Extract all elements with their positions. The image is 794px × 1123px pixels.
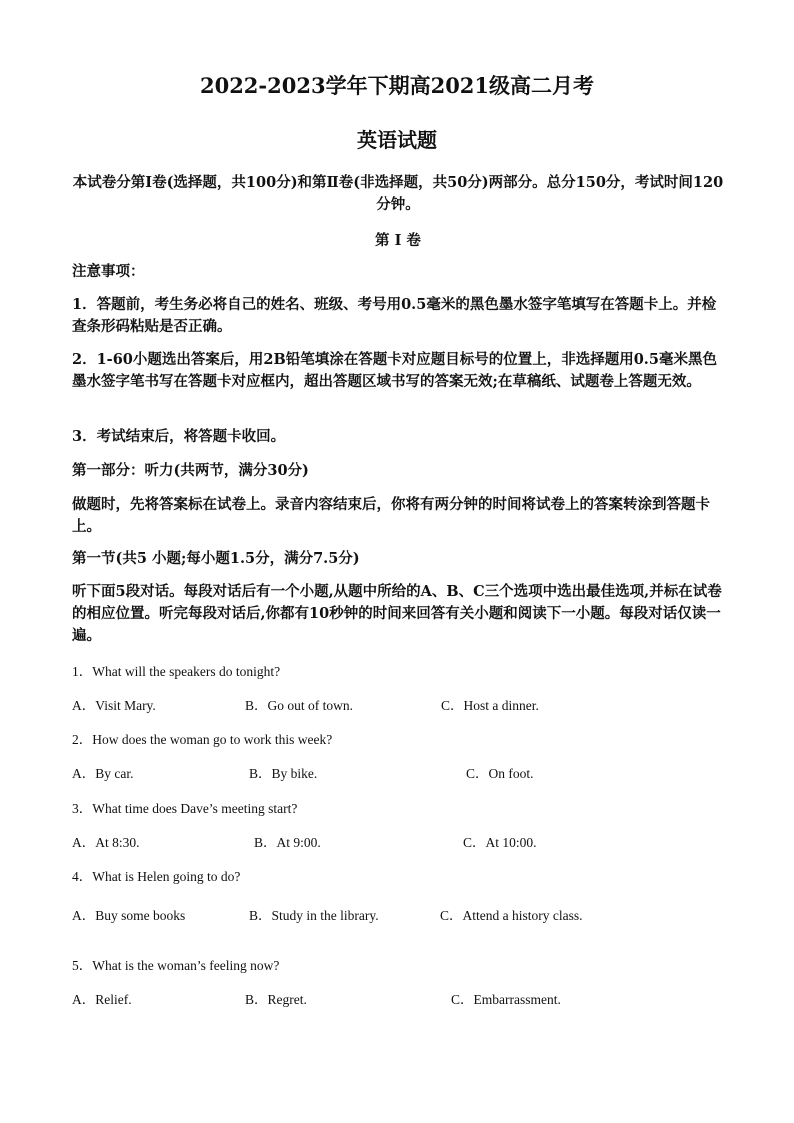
question-4: 4．What is Helen going to do?	[72, 869, 241, 884]
section1-instruction: 听下面5段对话。每段对话后有一个小题,从题中所给的A、B、C三个选项中选出最佳选项,并标在试卷的相应位置。听完每段对话后,你都有10秒钟的时间来回答有关小题和阅读下一小题。每段对话仅读一遍。	[72, 583, 722, 644]
page-title: 2022-2023学年下期高2021级高二月考	[199, 73, 595, 98]
q2-option-c: C．On foot.	[466, 766, 534, 781]
question-3: 3．What time does Dave’s meeting start?	[72, 801, 298, 816]
q5-option-c: C．Embarrassment.	[451, 992, 561, 1007]
notice-item-1: 1．答题前，考生务必将自己的姓名、班级、考号用0.5毫米的黑色墨水签字笔填写在答题卡上。并检查条形码粘贴是否正确。	[72, 296, 717, 335]
question-5: 5．What is the woman’s feeling now?	[72, 958, 280, 973]
q3-option-a: A．At 8:30.	[72, 835, 140, 850]
q1-option-a: A．Visit Mary.	[72, 698, 156, 713]
q3-option-c: C．At 10:00.	[463, 835, 537, 850]
q2-option-a: A．By car.	[72, 766, 134, 781]
q3-option-b: B．At 9:00.	[254, 835, 321, 850]
notice-heading: 注意事项：	[72, 263, 145, 280]
page-subtitle: 英语试题	[357, 128, 437, 152]
q2-option-b: B．By bike.	[249, 766, 318, 781]
q4-option-a: A．Buy some books	[72, 908, 186, 923]
q5-option-b: B．Regret.	[245, 992, 307, 1007]
notice-item-3: 3．考试结束后，将答题卡收回。	[72, 428, 286, 445]
notice-item-2: 2．1-60小题选出答案后，用2B铅笔填涂在答题卡对应题目标号的位置上，非选择题用0.5毫米黑色墨水签字笔书写在答题卡对应框内，超出答题区域书写的答案无效;在草稿纸、试题卷上答题无效。	[72, 351, 717, 390]
exam-intro: 本试卷分第Ⅰ卷(选择题，共100分)和第Ⅱ卷(非选择题，共50分)两部分。总分150分，考试时间120分钟。	[72, 174, 724, 213]
volume-label: 第 Ⅰ 卷	[375, 232, 421, 249]
part1-instruction: 做题时，先将答案标在试卷上。录音内容结束后，你将有两分钟的时间将试卷上的答案转涂到答题卡上。	[72, 496, 710, 535]
q5-option-a: A．Relief.	[72, 992, 132, 1007]
question-1: 1．What will the speakers do tonight?	[72, 664, 281, 679]
part1-heading: 第一部分：听力(共两节，满分30分)	[72, 462, 309, 479]
question-2: 2．How does the woman go to work this week?	[72, 732, 333, 747]
q1-option-c: C．Host a dinner.	[441, 698, 539, 713]
q4-option-c: C．Attend a history class.	[440, 908, 583, 923]
section1-heading: 第一节(共5 小题;每小题1.5分，满分7.5分)	[72, 550, 360, 567]
q4-option-b: B．Study in the library.	[249, 908, 379, 923]
q1-option-b: B．Go out of town.	[245, 698, 353, 713]
